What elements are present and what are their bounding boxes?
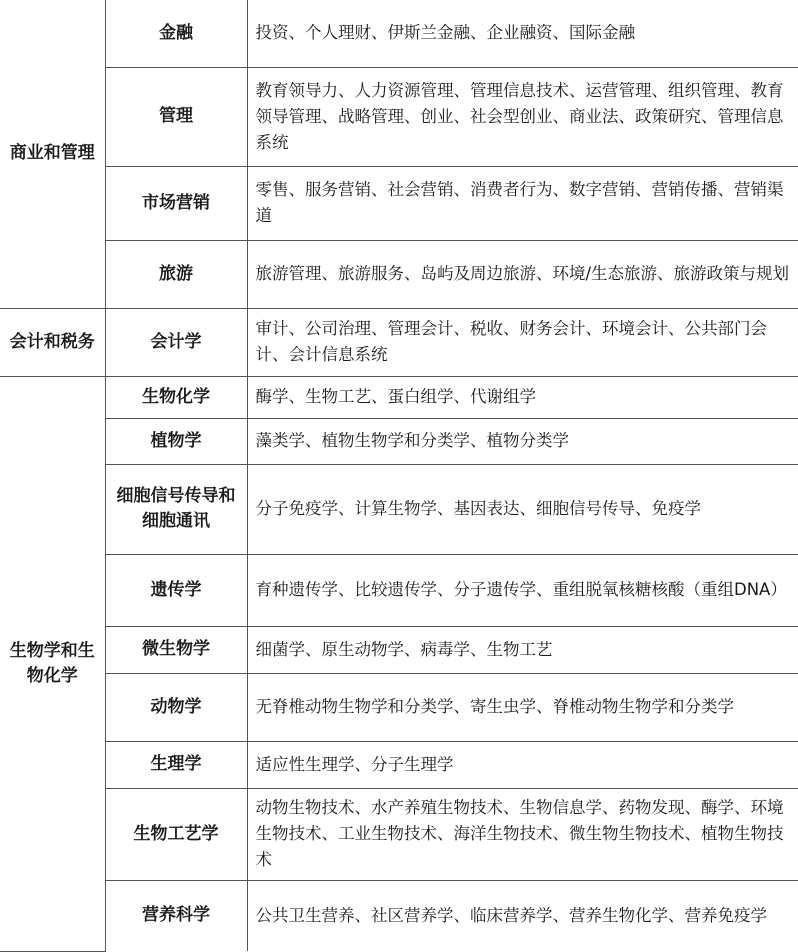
subject-details: 无脊椎动物生物学和分类学、寄生虫学、脊椎动物生物学和分类学	[247, 673, 798, 741]
table-row	[0, 788, 798, 880]
subject-name: 细胞信号传导和细胞通讯	[105, 464, 247, 554]
subject-details: 藻类学、植物生物学和分类学、植物分类学	[247, 418, 798, 464]
subject-name: 营养科学	[105, 880, 247, 951]
subject-details: 动物生物技术、水产养殖生物技术、生物信息学、药物发现、酶学、环境生物技术、工业生物技术、海洋生物技术、微生物生物技术、植物生物技术	[247, 788, 798, 880]
subject-name: 遗传学	[105, 554, 247, 626]
table-row	[0, 67, 798, 166]
subject-details: 酶学、生物工艺、蛋白组学、代谢组学	[247, 376, 798, 418]
area-accounting-tax: 会计和税务	[0, 308, 105, 376]
subject-details: 教育领导力、人力资源管理、管理信息技术、运营管理、组织管理、教育领导管理、战略管理、创业、社会型创业、商业法、政策研究、管理信息系统	[247, 67, 798, 166]
area-business-management: 商业和管理	[0, 0, 105, 308]
subject-details: 细菌学、原生动物学、病毒学、生物工艺	[247, 626, 798, 673]
table-row	[0, 554, 798, 626]
subject-name: 生物化学	[105, 376, 247, 418]
table-row	[0, 0, 798, 67]
table-row	[0, 673, 798, 741]
subject-details: 适应性生理学、分子生理学	[247, 741, 798, 788]
subject-details: 投资、个人理财、伊斯兰金融、企业融资、国际金融	[247, 0, 798, 67]
subject-name: 旅游	[105, 240, 247, 308]
subject-name: 生物工艺学	[105, 788, 247, 880]
area-biology-biochemistry: 生物学和生物化学	[0, 376, 105, 951]
subject-name: 会计学	[105, 308, 247, 376]
table-row	[0, 464, 798, 554]
subject-details: 公共卫生营养、社区营养学、临床营养学、营养生物化学、营养免疫学	[247, 880, 798, 951]
table-row	[0, 240, 798, 308]
subject-details: 分子免疫学、计算生物学、基因表达、细胞信号传导、免疫学	[247, 464, 798, 554]
subject-details: 旅游管理、旅游服务、岛屿及周边旅游、环境/生态旅游、旅游政策与规划	[247, 240, 798, 308]
subject-details: 零售、服务营销、社会营销、消费者行为、数字营销、营销传播、营销渠道	[247, 166, 798, 240]
subject-details: 审计、公司治理、管理会计、税收、财务会计、环境会计、公共部门会计、会计信息系统	[247, 308, 798, 376]
table-row	[0, 741, 798, 788]
subject-name: 植物学	[105, 418, 247, 464]
table-row	[0, 418, 798, 464]
table-row	[0, 166, 798, 240]
subject-name: 微生物学	[105, 626, 247, 673]
table-row	[0, 880, 798, 951]
subject-details: 育种遗传学、比较遗传学、分子遗传学、重组脱氧核糖核酸（重组DNA）	[247, 554, 798, 626]
subject-name: 管理	[105, 67, 247, 166]
subject-name: 动物学	[105, 673, 247, 741]
subject-name: 生理学	[105, 741, 247, 788]
table-row	[0, 308, 798, 376]
subject-name: 市场营销	[105, 166, 247, 240]
subject-name: 金融	[105, 0, 247, 67]
table-row	[0, 376, 798, 418]
table-row	[0, 626, 798, 673]
